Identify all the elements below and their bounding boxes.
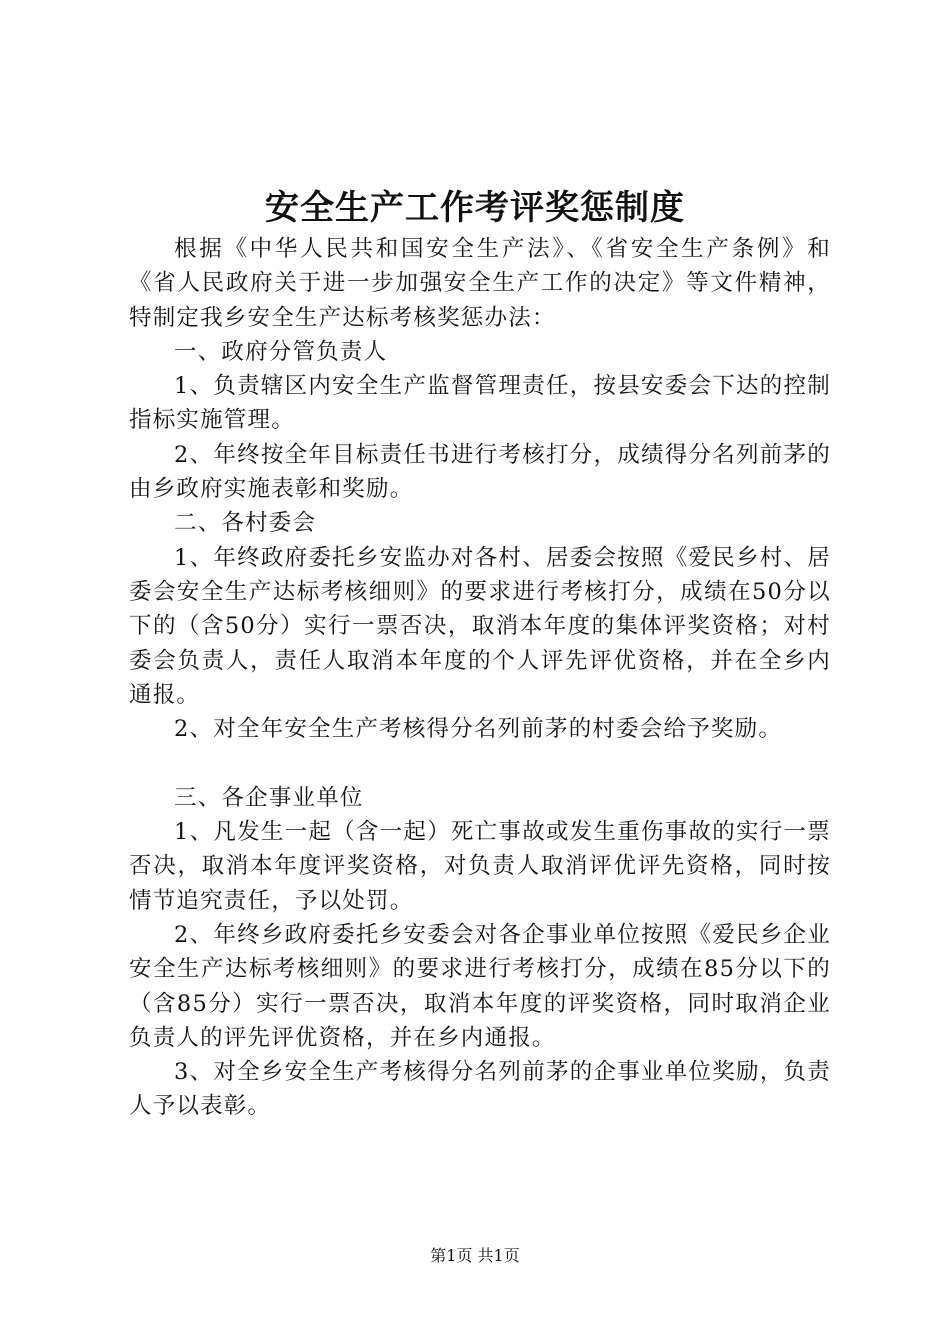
page-footer: 第1页 共1页	[430, 1246, 520, 1265]
blank-line	[129, 746, 831, 780]
document-title: 安全生产工作考评奖惩制度	[265, 188, 685, 228]
paragraph-3-1: 1、凡发生一起（含一起）死亡事故或发生重伤事故的实行一票否决，取消本年度评奖资格，对负责人取消评优评先资格，同时按情节追究责任，予以处罚。	[129, 819, 831, 914]
section-heading-1: 一、政府分管负责人	[174, 338, 388, 365]
paragraph-3-3: 3、对全乡安全生产考核得分名列前茅的企事业单位奖励，负责人予以表彰。	[129, 1059, 831, 1120]
paragraph-2-1: 1、年终政府委托乡安监办对各村、居委会按照《爱民乡村、居委会安全生产达标考核细则》的要求进行考核打分，成绩在50分以下的（含50分）实行一票否决，取消本年度的集体评奖资格；对村委会负责人，责任人取消本年度的个人评先评优资格，并在全乡内通报。	[129, 544, 831, 708]
paragraph-1-2: 2、年终按全年目标责任书进行考核打分，成绩得分名列前茅的由乡政府实施表彰和奖励。	[129, 441, 831, 503]
paragraph-intro: 根据《中华人民共和国安全生产法》、《省安全生产条例》和《省人民政府关于进一步加强安全生产工作的决定》等文件精神，特制定我乡安全生产达标考核奖惩办法：	[129, 236, 831, 331]
paragraph-2-2: 2、对全年安全生产考核得分名列前茅的村委会给予奖励。	[174, 716, 783, 743]
section-heading-2: 二、各村委会	[174, 510, 317, 537]
section-heading-3: 三、各企事业单位	[174, 784, 364, 811]
document-body	[129, 232, 831, 1124]
paragraph-3-2: 2、年终乡政府委托乡安委会对各企事业单位按照《爱民乡企业安全生产达标考核细则》的要求进行考核打分，成绩在85分以下的（含85分）实行一票否决，取消本年度的评奖资格，同时取消企业负责人的评先评优资格，并在乡内通报。	[129, 921, 831, 1051]
paragraph-1-1: 1、负责辖区内安全生产监督管理责任，按县安委会下达的控制指标实施管理。	[129, 373, 831, 434]
